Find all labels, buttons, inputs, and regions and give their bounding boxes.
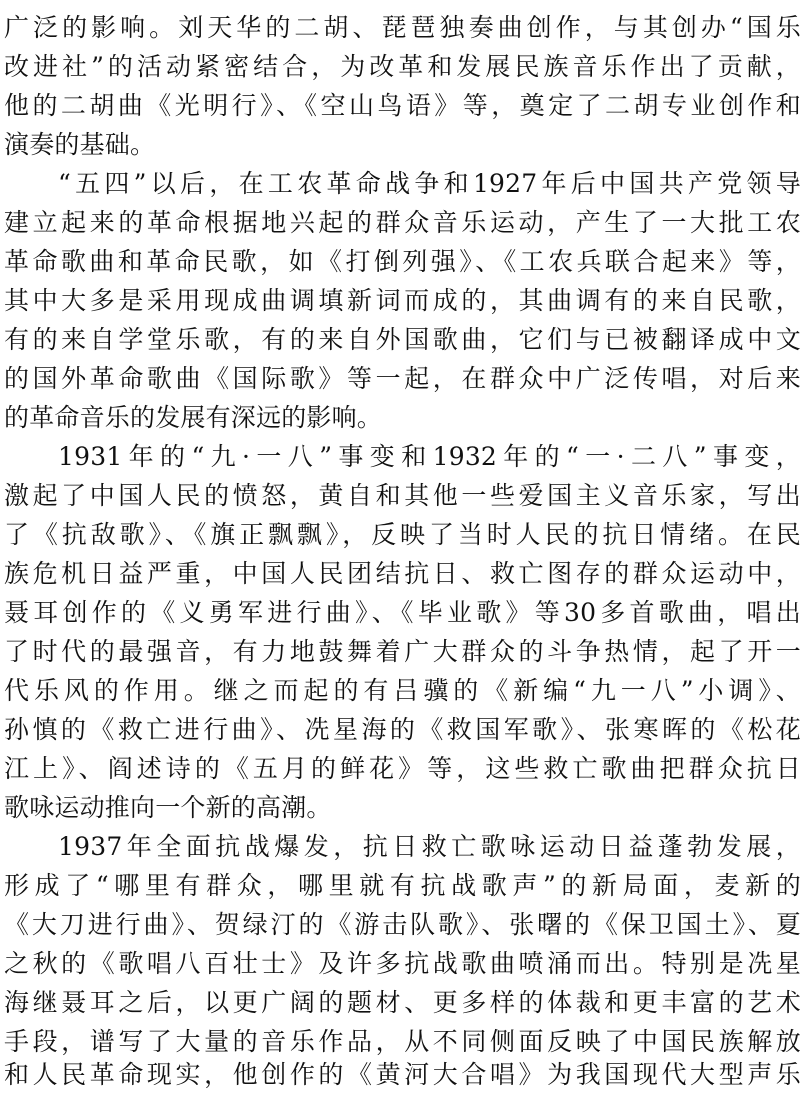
text-line: 族危机日益严重，中国人民团结抗日、救亡图存的群众运动中， xyxy=(4,559,801,588)
text-line: 形成了“哪里有群众，哪里就有抗战歌声”的新局面，麦新的 xyxy=(4,871,801,900)
text-line: “五四”以后，在工农革命战争和1927年后中国共产党领导 xyxy=(58,169,801,198)
text-line: 有的来自学堂乐歌，有的来自外国歌曲，它们与已被翻译成中文 xyxy=(4,325,801,354)
text-line: 激起了中国人民的愤怒，黄自和其他一些爱国主义音乐家，写出 xyxy=(4,481,801,510)
text-line: 的革命音乐的发展有深远的影响。 xyxy=(4,403,383,432)
text-line: 他的二胡曲《光明行》、《空山鸟语》等，奠定了二胡专业创作和 xyxy=(4,91,801,120)
text-line: 江上》、阎述诗的《五月的鲜花》等，这些救亡歌曲把群众抗日 xyxy=(4,754,801,783)
text-line: 手段，谱写了大量的音乐作品，从不同侧面反映了中国民族解放 xyxy=(4,1027,801,1056)
text-line: 1931年的“九·一八”事变和1932年的“一·二八”事变， xyxy=(58,442,801,471)
text-line: 之秋的《歌唱八百壮士》及许多抗战歌曲喷涌而出。特别是冼星 xyxy=(4,949,801,978)
text-line: 革命歌曲和革命民歌，如《打倒列强》、《工农兵联合起来》等， xyxy=(4,247,801,276)
text-line: 的国外革命歌曲《国际歌》等一起，在群众中广泛传唱，对后来 xyxy=(4,364,801,393)
text-line: 代乐风的作用。继之而起的有吕骥的《新编“九一八”小调》、 xyxy=(4,676,801,705)
text-line: 海继聂耳之后，以更广阔的题材、更多样的体裁和更丰富的艺术 xyxy=(4,988,801,1017)
text-line: 改进社”的活动紧密结合，为改革和发展民族音乐作出了贡献， xyxy=(4,52,801,81)
text-line: 了时代的最强音，有力地鼓舞着广大群众的斗争热情，起了开一 xyxy=(4,637,801,666)
text-line: 聂耳创作的《义勇军进行曲》、《毕业歌》等30多首歌曲，唱出 xyxy=(4,598,801,627)
text-line: 孙慎的《救亡进行曲》、冼星海的《救国军歌》、张寒晖的《松花 xyxy=(4,715,801,744)
text-line: 了《抗敌歌》、《旗正飘飘》，反映了当时人民的抗日情绪。在民 xyxy=(4,520,801,549)
text-line: 《大刀进行曲》、贺绿汀的《游击队歌》、张曙的《保卫国土》、夏 xyxy=(4,910,801,939)
text-line: 和人民革命现实，他创作的《黄河大合唱》为我国现代大型声乐 xyxy=(4,1060,801,1089)
text-line: 广泛的影响。刘天华的二胡、琵琶独奏曲创作，与其创办“国乐 xyxy=(4,13,801,42)
text-line: 1937年全面抗战爆发，抗日救亡歌咏运动日益蓬勃发展， xyxy=(58,832,801,861)
text-line: 演奏的基础。 xyxy=(4,130,156,159)
text-line: 建立起来的革命根据地兴起的群众音乐运动，产生了一大批工农 xyxy=(4,208,801,237)
text-line: 其中大多是采用现成曲调填新词而成的，其曲调有的来自民歌， xyxy=(4,286,801,315)
text-line: 歌咏运动推向一个新的高潮。 xyxy=(4,793,332,822)
